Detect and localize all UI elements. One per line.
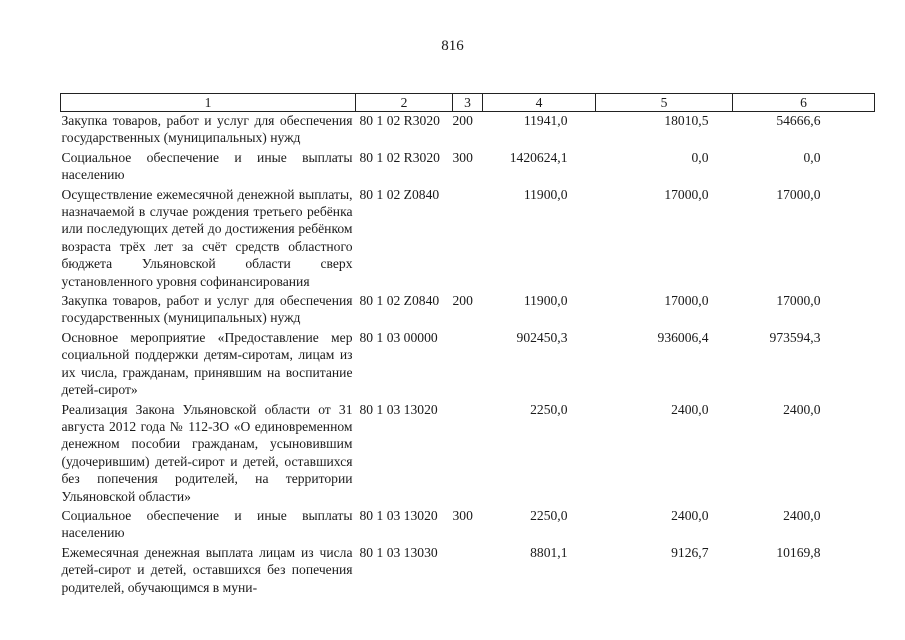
row-expense-type <box>453 401 483 507</box>
row-name: Ежемесячная денежная выплата лицам из числа детей-сирот и детей, оставшихся без попечения родителей, обучающимся в муни- <box>61 544 353 595</box>
row-name: Социальное обеспечение и иные выплаты населению <box>61 149 353 183</box>
row-value-col4: 2250,0 <box>530 507 568 523</box>
row-expense-type <box>453 329 483 401</box>
header-col-3: 3 <box>453 94 483 112</box>
row-value-col6: 2400,0 <box>783 401 821 417</box>
row-expense-type <box>453 544 483 596</box>
row-value-col5: 0,0 <box>691 149 709 165</box>
row-value-col6: 973594,3 <box>769 329 821 345</box>
row-value-col5: 18010,5 <box>664 113 709 128</box>
row-value-col6: 17000,0 <box>776 186 821 202</box>
row-name: Закупка товаров, работ и услуг для обеспечения государственных (муниципальных) нужд <box>61 113 353 146</box>
header-col-5: 5 <box>596 94 733 112</box>
row-expense-type: 300 <box>452 507 473 523</box>
page-number: 816 <box>441 38 464 54</box>
row-value-col4: 11900,0 <box>523 293 568 309</box>
row-value-col4: 11941,0 <box>523 113 568 128</box>
table-row <box>61 507 875 544</box>
header-col-1: 1 <box>61 94 356 112</box>
row-expense-type: 200 <box>452 293 473 309</box>
row-value-col4: 11900,0 <box>523 186 568 202</box>
row-target-code: 80 1 02 R3020 <box>359 113 440 128</box>
row-target-code: 80 1 02 Z0840 <box>359 186 440 202</box>
row-target-code: 80 1 03 13030 <box>359 544 438 560</box>
header-col-2: 2 <box>356 94 453 112</box>
budget-table <box>60 93 875 596</box>
row-target-code: 80 1 03 13020 <box>359 401 438 417</box>
table-row <box>61 292 875 329</box>
row-name: Социальное обеспечение и иные выплаты населению <box>61 507 353 541</box>
row-name: Реализация Закона Ульяновской области от 31 августа 2012 года № 112-ЗО «О единовременном денежном пособии гражданам, усыновившим (удочерившим) детей-сирот и детей, оставшихся без попечения родителей, на территории Ульяновской области» <box>61 401 353 504</box>
row-value-col4: 8801,1 <box>530 544 568 560</box>
row-value-col5: 17000,0 <box>664 186 709 202</box>
table-header-row <box>61 94 875 112</box>
row-expense-type: 300 <box>452 149 473 165</box>
row-value-col5: 936006,4 <box>657 329 709 345</box>
table-row <box>61 401 875 507</box>
row-target-code: 80 1 03 00000 <box>359 329 438 345</box>
row-expense-type: 200 <box>452 113 473 128</box>
row-name: Основное мероприятие «Предоставление мер социальной поддержки детям-сиротам, лицам из их числа, гражданам, принявшим на воспитание детей-сирот» <box>61 329 353 398</box>
table-row <box>61 186 875 292</box>
row-value-col4: 1420624,1 <box>509 149 568 165</box>
row-value-col5: 9126,7 <box>671 544 709 560</box>
table-row <box>61 329 875 401</box>
row-value-col5: 2400,0 <box>671 507 709 523</box>
table-row <box>61 544 875 596</box>
row-value-col5: 17000,0 <box>664 293 709 309</box>
row-value-col5: 2400,0 <box>671 401 709 417</box>
row-target-code: 80 1 03 13020 <box>359 507 438 523</box>
row-value-col6: 17000,0 <box>776 293 821 309</box>
row-name: Осуществление ежемесячной денежной выплаты, назначаемой в случае рождения третьего ребёнка или последующих детей до достижения ребёнком возраста трёх лет за счёт средств областного бюджета Ульяновской области сверх установленного уровня софинансирования <box>61 186 353 289</box>
row-expense-type <box>453 186 483 292</box>
row-value-col4: 2250,0 <box>530 401 568 417</box>
header-col-6: 6 <box>733 94 875 112</box>
table-row <box>61 149 875 186</box>
row-value-col6: 2400,0 <box>783 507 821 523</box>
row-target-code: 80 1 02 Z0840 <box>359 293 440 309</box>
row-value-col4: 902450,3 <box>516 329 568 345</box>
budget-table-container <box>60 93 874 596</box>
header-col-4: 4 <box>483 94 596 112</box>
row-value-col6: 54666,6 <box>776 113 821 128</box>
row-name: Закупка товаров, работ и услуг для обеспечения государственных (муниципальных) нужд <box>61 293 353 326</box>
table-row <box>61 112 875 149</box>
row-value-col6: 0,0 <box>803 149 821 165</box>
row-target-code: 80 1 02 R3020 <box>359 149 440 165</box>
row-value-col6: 10169,8 <box>776 544 821 560</box>
